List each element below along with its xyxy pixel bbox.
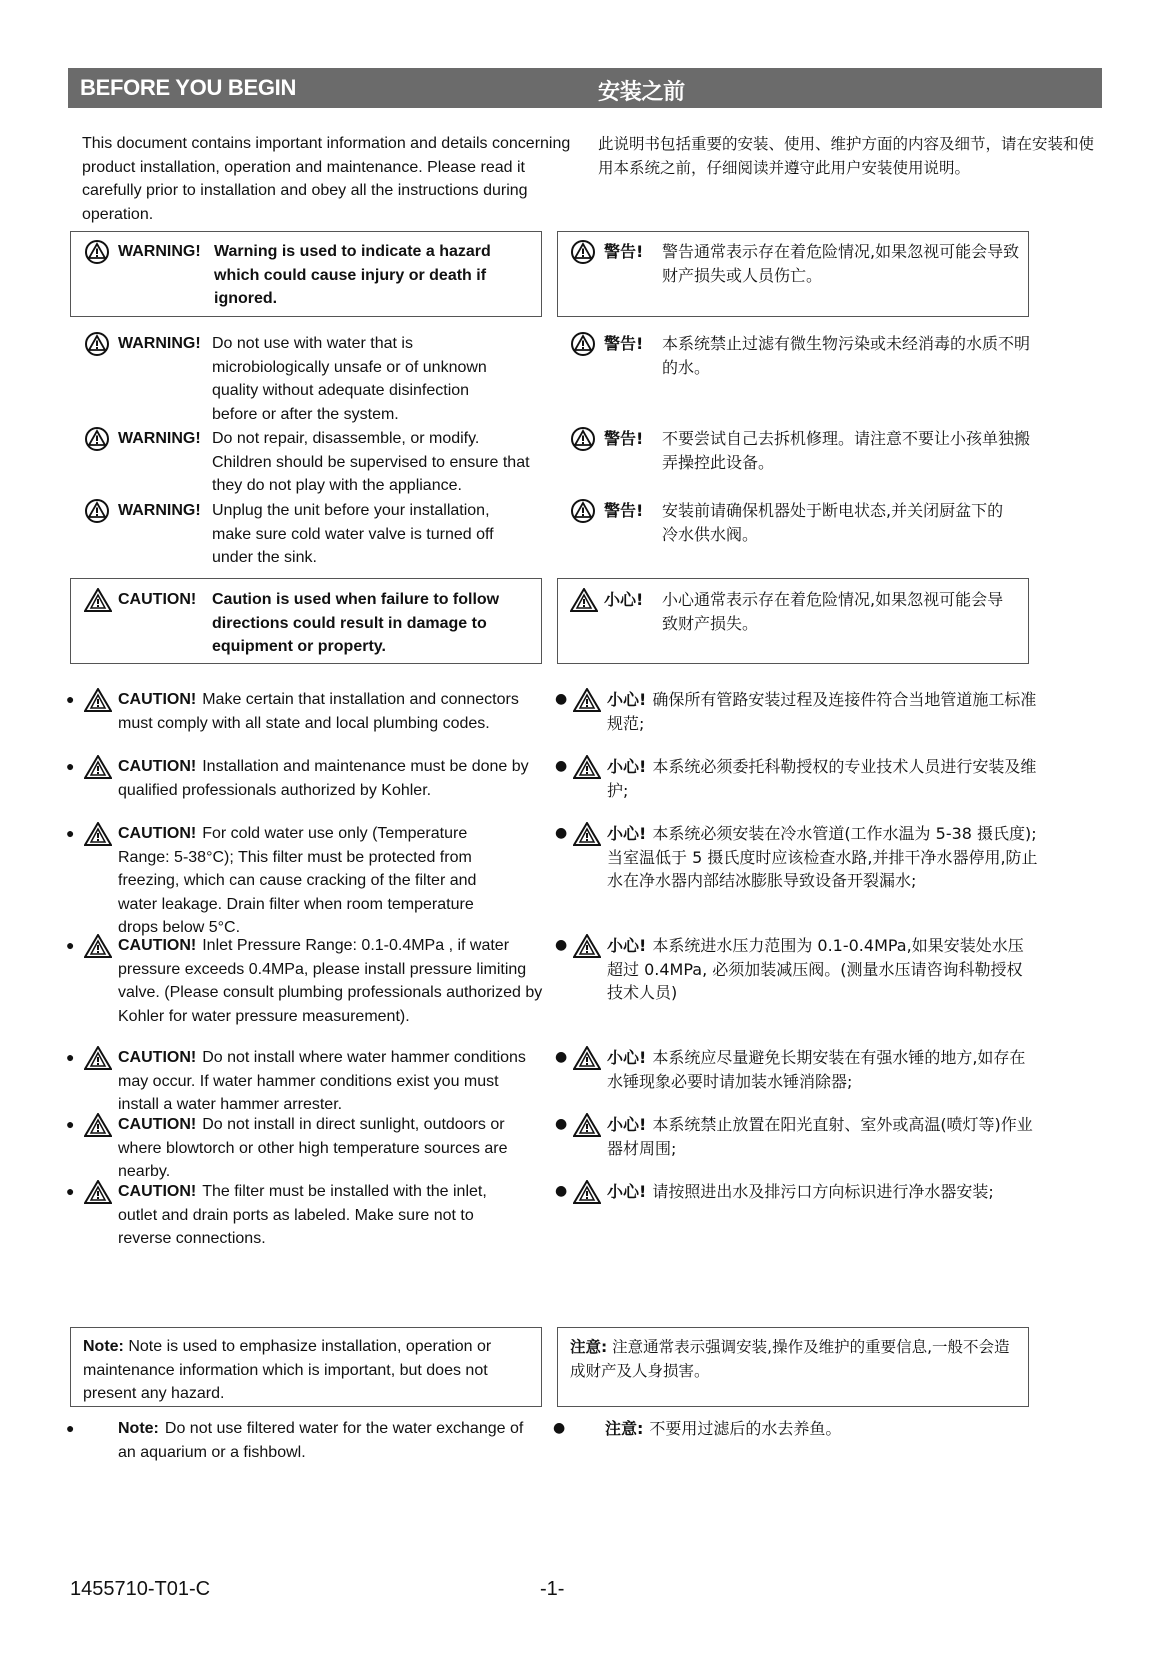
caution-triangle-icon bbox=[84, 1113, 112, 1137]
caution-label: 小心! bbox=[607, 936, 647, 955]
warning-triangle-icon bbox=[84, 427, 110, 451]
note-definition-text: Note is used to emphasize installation, operation or maintenance information which is important, but does not present any hazard. bbox=[83, 1338, 492, 1402]
caution-triangle-icon bbox=[573, 934, 601, 958]
page-number: -1- bbox=[540, 1578, 565, 1600]
warning-label: WARNING! bbox=[118, 502, 201, 519]
caution-label: 小心! bbox=[607, 1182, 647, 1201]
warning-text: 安装前请确保机器处于断电状态,并关闭厨盆下的冷水供水阀。 bbox=[662, 501, 1004, 544]
warning-triangle-icon bbox=[84, 240, 110, 264]
section-title-zh: 安装之前 bbox=[598, 80, 685, 105]
note-label: 注意: bbox=[570, 1338, 608, 1356]
warning-label: WARNING! bbox=[118, 335, 201, 352]
caution-text: Do not install where water hammer conditions may occur. If water hammer conditions exist you must install a water hammer arrester. bbox=[118, 1049, 526, 1113]
note-label: 注意: bbox=[605, 1419, 644, 1438]
caution-text: 本系统进水压力范围为 0.1-0.4MPa,如果安装处水压超过 0.4MPa, 必须加装减压阀。(测量水压请咨询科勒授权技术人员) bbox=[607, 936, 1024, 1002]
caution-label: 小心! bbox=[607, 1115, 647, 1134]
caution-text: Installation and maintenance must be done by qualified professionals authorized by Kohler. bbox=[118, 758, 529, 799]
note-definition-text: 注意通常表示强调安装,操作及维护的重要信息,一般不会造成财产及人身损害。 bbox=[570, 1338, 1010, 1380]
note-text: 不要用过滤后的水去养鱼。 bbox=[649, 1419, 842, 1438]
caution-label: CAUTION! bbox=[118, 691, 197, 708]
section-header bbox=[68, 68, 1102, 108]
warning-label: 警告! bbox=[604, 242, 644, 261]
warning-triangle-icon bbox=[570, 332, 596, 356]
caution-label: CAUTION! bbox=[118, 591, 197, 608]
caution-triangle-icon bbox=[84, 688, 112, 712]
section-title-en: BEFORE YOU BEGIN bbox=[80, 75, 297, 100]
caution-triangle-icon bbox=[84, 755, 112, 779]
warning-triangle-icon bbox=[84, 332, 110, 356]
caution-triangle-icon bbox=[573, 1113, 601, 1137]
caution-definition-text: 小心通常表示存在着危险情况,如果忽视可能会导致财产损失。 bbox=[662, 590, 1004, 633]
warning-label: 警告! bbox=[604, 334, 644, 353]
note-label: Note: bbox=[83, 1338, 124, 1355]
caution-text: 请按照进出水及排污口方向标识进行净水器安装; bbox=[652, 1182, 994, 1201]
caution-text: Inlet Pressure Range: 0.1-0.4MPa , if water pressure exceeds 0.4MPa, please install pressure limiting valve. (Please consult plumbing professionals authorized by Kohler for water pressure measurement). bbox=[118, 937, 543, 1025]
caution-text: 本系统应尽量避免长期安装在有强水锤的地方,如存在水锤现象必要时请加装水锤消除器; bbox=[607, 1048, 1026, 1091]
caution-text: For cold water use only (Temperature Range: 5-38°C); This filter must be protected from freezing, which can cause cracking of the filter and water leakage. Drain filter when room temperature drops below 5°C. bbox=[118, 825, 477, 936]
warning-text: Do not use with water that is microbiologically unsafe or of unknown quality without adequate disinfection before or after the system. bbox=[212, 335, 487, 423]
intro-text-en: This document contains important information and details concerning product installation, operation and maintenance. Please read it carefully prior to installation and obey all the instructions during operation. bbox=[82, 135, 571, 223]
caution-label: CAUTION! bbox=[118, 937, 197, 954]
caution-triangle-icon bbox=[84, 588, 112, 612]
caution-label: CAUTION! bbox=[118, 1183, 197, 1200]
warning-label: WARNING! bbox=[118, 243, 201, 260]
warning-label: WARNING! bbox=[118, 430, 201, 447]
note-definition-zh bbox=[570, 1335, 1020, 1383]
caution-triangle-icon bbox=[84, 1180, 112, 1204]
caution-label: 小心! bbox=[604, 590, 644, 609]
caution-text: 本系统必须委托科勒授权的专业技术人员进行安装及维护; bbox=[607, 757, 1037, 800]
intro-text-zh: 此说明书包括重要的安装、使用、维护方面的内容及细节，请在安装和使用本系统之前，仔细阅读并遵守此用户安装使用说明。 bbox=[598, 135, 1095, 177]
caution-text: Make certain that installation and connectors must comply with all state and local plumbing codes. bbox=[118, 691, 519, 732]
warning-triangle-icon bbox=[570, 240, 596, 264]
caution-triangle-icon bbox=[84, 934, 112, 958]
caution-label: CAUTION! bbox=[118, 825, 197, 842]
caution-label: 小心! bbox=[607, 824, 647, 843]
warning-triangle-icon bbox=[84, 499, 110, 523]
caution-text: The filter must be installed with the inlet, outlet and drain ports as labeled. Make sure not to reverse connections. bbox=[118, 1183, 487, 1247]
caution-text: 本系统必须安装在冷水管道(工作水温为 5-38 摄氏度);当室温低于 5 摄氏度时应该检查水路,并排干净水器停用,防止水在净水器内部结冰膨胀导致设备开裂漏水; bbox=[607, 824, 1038, 890]
note-definition-en bbox=[83, 1335, 533, 1406]
caution-text: Do not install in direct sunlight, outdoors or where blowtorch or other high temperature sources are nearby. bbox=[118, 1116, 508, 1180]
caution-label: CAUTION! bbox=[118, 1049, 197, 1066]
caution-definition-text: Caution is used when failure to follow directions could result in damage to equipment or property. bbox=[212, 591, 500, 655]
caution-triangle-icon bbox=[573, 1180, 601, 1204]
caution-triangle-icon bbox=[84, 822, 112, 846]
caution-label: CAUTION! bbox=[118, 1116, 197, 1133]
warning-text: 本系统禁止过滤有微生物污染或未经消毒的水质不明的水。 bbox=[662, 334, 1031, 377]
note-text: Do not use filtered water for the water exchange of an aquarium or a fishbowl. bbox=[118, 1420, 524, 1461]
caution-label: 小心! bbox=[607, 757, 647, 776]
warning-label: 警告! bbox=[604, 429, 644, 448]
caution-label: 小心! bbox=[607, 690, 647, 709]
caution-triangle-icon bbox=[573, 822, 601, 846]
warning-triangle-icon bbox=[570, 499, 596, 523]
warning-triangle-icon bbox=[570, 427, 596, 451]
caution-label: CAUTION! bbox=[118, 758, 197, 775]
warning-text: Do not repair, disassemble, or modify. Children should be supervised to ensure that they do not play with the appliance. bbox=[212, 430, 530, 494]
caution-text: 本系统禁止放置在阳光直射、室外或高温(喷灯等)作业器材周围; bbox=[607, 1115, 1033, 1158]
caution-triangle-icon bbox=[84, 1046, 112, 1070]
caution-triangle-icon bbox=[573, 688, 601, 712]
document-number: 1455710-T01-C bbox=[70, 1578, 211, 1600]
warning-text: Unplug the unit before your installation, make sure cold water valve is turned off under the sink. bbox=[212, 502, 494, 566]
caution-label: 小心! bbox=[607, 1048, 647, 1067]
note-label: Note: bbox=[118, 1420, 159, 1437]
warning-text: 不要尝试自己去拆机修理。请注意不要让小孩单独搬弄操控此设备。 bbox=[662, 429, 1031, 472]
warning-definition-text: Warning is used to indicate a hazard which could cause injury or death if ignored. bbox=[214, 243, 491, 307]
warning-definition-text: 警告通常表示存在着危险情况,如果忽视可能会导致财产损失或人员伤亡。 bbox=[662, 242, 1020, 285]
caution-triangle-icon bbox=[570, 588, 598, 612]
caution-triangle-icon bbox=[573, 755, 601, 779]
caution-triangle-icon bbox=[573, 1046, 601, 1070]
warning-label: 警告! bbox=[604, 501, 644, 520]
caution-text: 确保所有管路安装过程及连接件符合当地管道施工标准规范; bbox=[607, 690, 1037, 733]
